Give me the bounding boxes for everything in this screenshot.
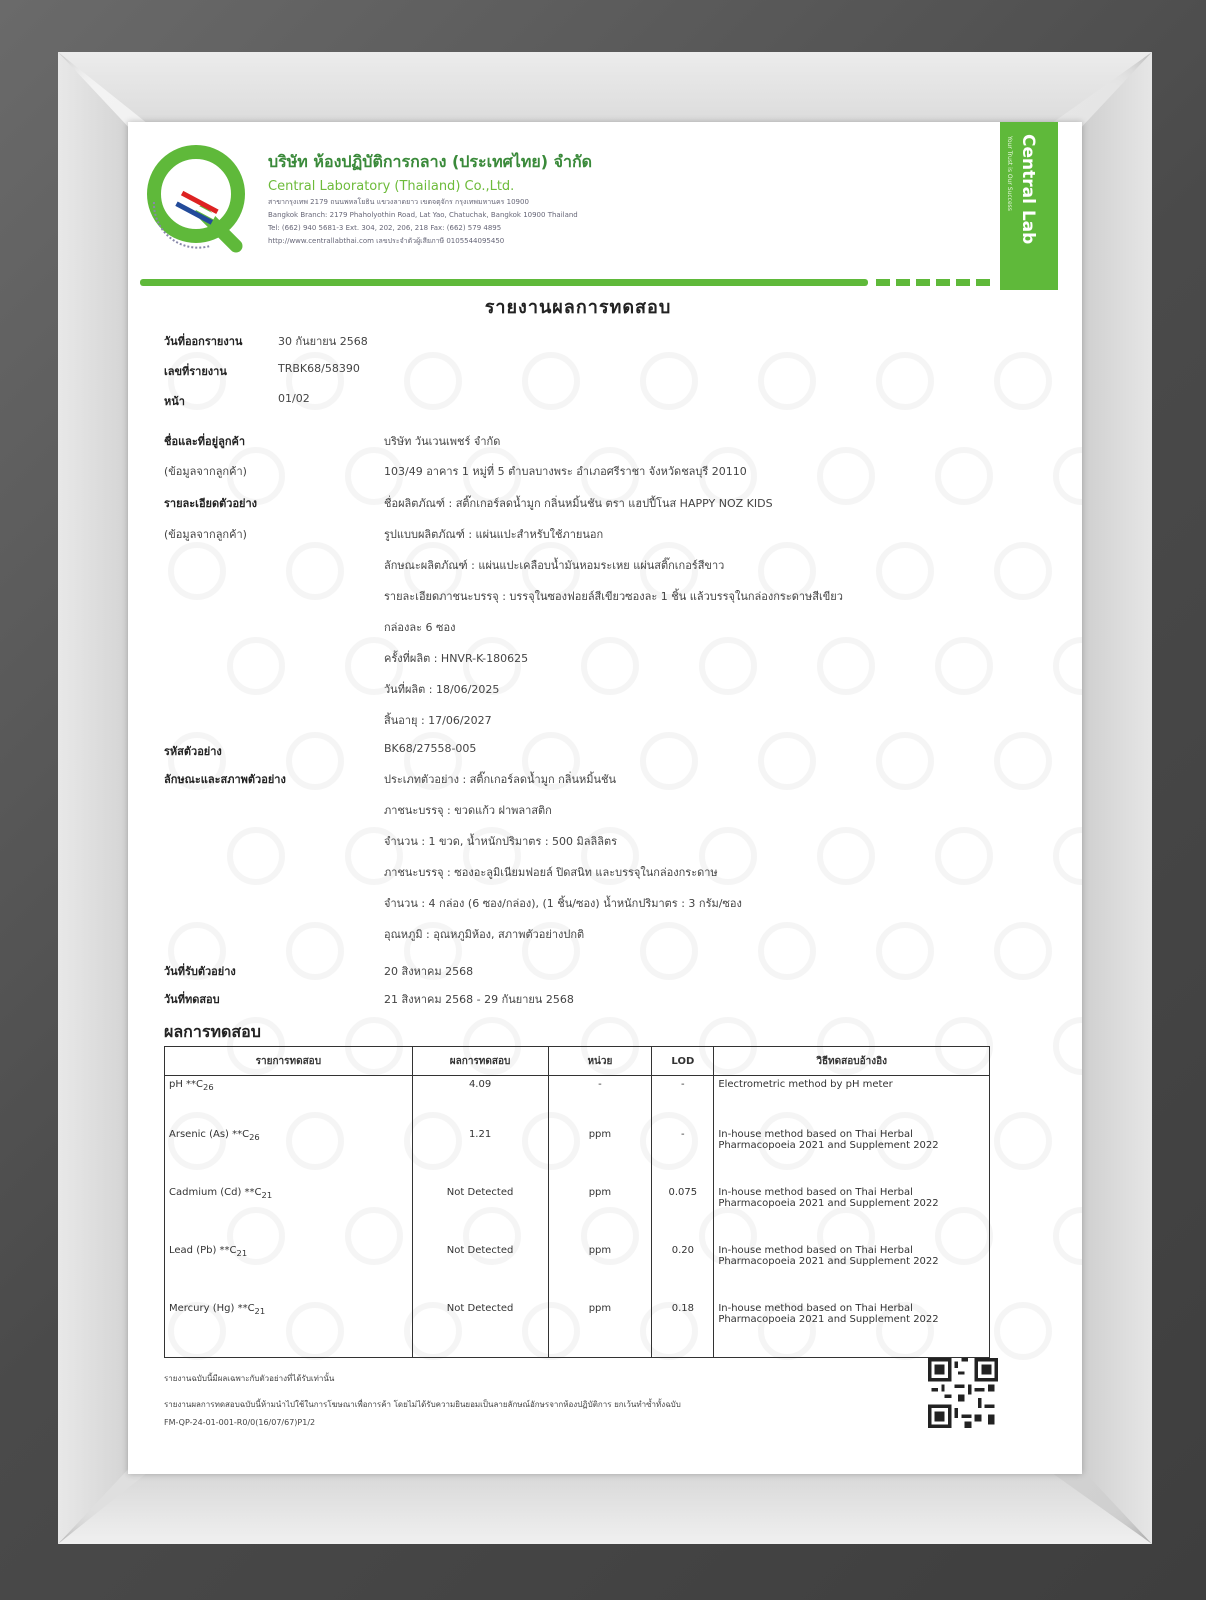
company-name-thai: บริษัท ห้องปฏิบัติการกลาง (ประเทศไทย) จำกัด [268, 152, 593, 171]
sample-state-line: จำนวน : 1 ขวด, น้ำหนักปริมาตร : 500 มิลลิลิตร [384, 835, 618, 848]
customer-label-note: (ข้อมูลจากลูกค้า) [164, 465, 247, 478]
table-row [165, 1300, 990, 1358]
watermark-circle [994, 1112, 1052, 1170]
cell-method: In-house method based on Thai Herbal Pharmacopoeia 2021 and Supplement 2022 [714, 1126, 990, 1184]
page-value: 01/02 [278, 392, 310, 405]
footer-disclaimer: รายงานผลการทดสอบฉบับนี้ห้ามนำไปใช้ในการโฆษณาเพื่อการค้า โดยไม่ได้รับความยินยอมเป็นลายลักษณ์อักษรจากห้องปฏิบัติการ ยกเว้นทำซ้ำทั้งฉบับ [164, 1400, 681, 1409]
cell-result: 1.21 [412, 1126, 548, 1184]
qr-code-icon[interactable] [928, 1358, 998, 1428]
cell-method: In-house method based on Thai Herbal Pharmacopoeia 2021 and Supplement 2022 [714, 1242, 990, 1300]
column-header-unit: หน่วย [548, 1047, 652, 1076]
test-date-label: วันที่ทดสอบ [164, 993, 220, 1006]
table-row [165, 1184, 990, 1242]
test-item-subscript: 26 [203, 1082, 214, 1092]
watermark-circle [994, 732, 1052, 790]
cell-method: In-house method based on Thai Herbal Pharmacopoeia 2021 and Supplement 2022 [714, 1300, 990, 1358]
test-date-value: 21 สิงหาคม 2568 - 29 กันยายน 2568 [384, 993, 574, 1006]
company-address-line: สาขากรุงเทพ 2179 ถนนพหลโยธิน แขวงลาดยาว เขตจตุจักร กรุงเทพมหานคร 10900 [268, 198, 529, 206]
watermark-circle [994, 922, 1052, 980]
watermark-circle [1053, 447, 1082, 505]
test-item-name: Cadmium (Cd) **C [169, 1186, 262, 1198]
sample-code-label: รหัสตัวอย่าง [164, 745, 222, 758]
watermark-circle [758, 922, 816, 980]
watermark-circle [286, 732, 344, 790]
sample-state-line: ภาชนะบรรจุ : ขวดแก้ว ฝาพลาสติก [384, 804, 552, 817]
company-website-line: http://www.centrallabthai.com เลขประจำตัวผู้เสียภาษี 0105544095450 [268, 237, 505, 245]
sample-detail-line: รูปแบบผลิตภัณฑ์ : แผ่นแปะสำหรับใช้ภายนอก [384, 528, 604, 541]
test-item-subscript: 21 [261, 1189, 273, 1200]
test-item-name: Lead (Pb) **C [169, 1244, 237, 1256]
cell-test-item [165, 1126, 413, 1184]
table-row [165, 1076, 990, 1126]
watermark-circle [994, 1302, 1052, 1360]
footer-note: รายงานฉบับนี้มีผลเฉพาะกับตัวอย่างที่ได้รับเท่านั้น [164, 1374, 335, 1383]
column-header-result: ผลการทดสอบ [412, 1047, 548, 1076]
watermark-circle [640, 922, 698, 980]
cell-unit: - [548, 1076, 652, 1126]
company-name-english: Central Laboratory (Thailand) Co.,Ltd. [268, 179, 515, 194]
company-address-line: Bangkok Branch: 2179 Phaholyothin Road, Lat Yao, Chatuchak, Bangkok 10900 Thailand [268, 211, 578, 219]
received-date-label: วันที่รับตัวอย่าง [164, 965, 236, 978]
cell-result: Not Detected [412, 1300, 548, 1358]
cell-result: Not Detected [412, 1184, 548, 1242]
watermark-circle [522, 352, 580, 410]
cell-test-item [165, 1184, 413, 1242]
received-date-value: 20 สิงหาคม 2568 [384, 965, 474, 978]
cell-unit: ppm [548, 1242, 652, 1300]
test-item-name: pH **C [169, 1079, 204, 1090]
cell-test-item [165, 1300, 413, 1358]
watermark-circle [817, 447, 875, 505]
customer-name: บริษัท วันเวนเพชร์ จำกัด [384, 435, 501, 448]
watermark-circle [758, 732, 816, 790]
column-header-lod: LOD [652, 1047, 714, 1076]
form-code: FM-QP-24-01-001-R0/0(16/07/67)P1/2 [164, 1418, 316, 1427]
results-table [164, 1046, 990, 1358]
watermark-circle [876, 732, 934, 790]
watermark-circle [935, 447, 993, 505]
watermark-circle [994, 542, 1052, 600]
cell-test-item [165, 1076, 413, 1126]
report-number-label: เลขที่รายงาน [164, 365, 227, 378]
cell-lod: 0.075 [652, 1184, 714, 1242]
watermark-circle [935, 827, 993, 885]
frame-bevel-left [58, 52, 128, 1544]
header-divider-dash [896, 279, 910, 286]
cell-result: 4.09 [412, 1076, 548, 1126]
watermark-circle [876, 922, 934, 980]
central-lab-logo-icon [140, 142, 252, 254]
watermark-circle [1053, 637, 1082, 695]
page-label: หน้า [164, 395, 185, 408]
table-row [165, 1242, 990, 1300]
header-divider [140, 279, 868, 286]
company-contact-line: Tel: (662) 940 5681-3 Ext. 304, 202, 206, 218 Fax: (662) 579 4895 [268, 224, 502, 232]
watermark-circle [286, 542, 344, 600]
central-lab-side-tab [1000, 122, 1058, 290]
watermark-circle [876, 542, 934, 600]
cell-test-item [165, 1242, 413, 1300]
column-header-test-item: รายการทดสอบ [165, 1047, 413, 1076]
issue-date-label: วันที่ออกรายงาน [164, 335, 243, 348]
sample-state-line: จำนวน : 4 กล่อง (6 ซอง/กล่อง), (1 ชิ้น/ซอง) น้ำหนักปริมาตร : 3 กรัม/ซอง [384, 897, 742, 910]
sample-detail-note: (ข้อมูลจากลูกค้า) [164, 528, 247, 541]
cell-unit: ppm [548, 1184, 652, 1242]
sample-detail-line: ลักษณะผลิตภัณฑ์ : แผ่นแปะเคลือบน้ำมันหอมระเหย แผ่นสติ๊กเกอร์สีขาว [384, 559, 725, 572]
sample-code-value: BK68/27558-005 [384, 742, 477, 755]
results-table-header-row [165, 1047, 990, 1076]
sample-state-line: ภาชนะบรรจุ : ซองอะลูมิเนียมฟอยล์ ปิดสนิท และบรรจุในกล่องกระดาษ [384, 866, 718, 879]
cell-lod: - [652, 1126, 714, 1184]
watermark-circle [817, 827, 875, 885]
watermark-circle [699, 637, 757, 695]
watermark-circle [758, 352, 816, 410]
header-divider-dash [916, 279, 930, 286]
sample-detail-line: ครั้งที่ผลิต : HNVR-K-180625 [384, 652, 529, 665]
cell-lod: - [652, 1076, 714, 1126]
cell-unit: ppm [548, 1300, 652, 1358]
company-header [268, 150, 888, 246]
sample-detail-line: ชื่อผลิตภัณฑ์ : สติ๊กเกอร์ลดน้ำมูก กลิ่นหมิ้นชัน ตรา แฮปปี้โนส HAPPY NOZ KIDS [384, 497, 773, 510]
issue-date-value: 30 กันยายน 2568 [278, 335, 368, 348]
header-divider-dash [876, 279, 890, 286]
cell-result: Not Detected [412, 1242, 548, 1300]
frame-bevel-bottom [58, 1474, 1152, 1544]
watermark-circle [227, 827, 285, 885]
customer-label: ชื่อและที่อยู่ลูกค้า [164, 435, 246, 448]
watermark-circle [286, 922, 344, 980]
watermark-circle [640, 732, 698, 790]
watermark-circle [1053, 1207, 1082, 1265]
test-item-subscript: 21 [254, 1305, 266, 1316]
sample-state-label: ลักษณะและสภาพตัวอย่าง [164, 773, 286, 786]
table-row [165, 1126, 990, 1184]
cell-lod: 0.18 [652, 1300, 714, 1358]
frame-bevel-right [1082, 52, 1152, 1544]
watermark-circle [935, 637, 993, 695]
sample-detail-line: สิ้นอายุ : 17/06/2027 [384, 714, 492, 727]
test-item-name: Mercury (Hg) **C [169, 1302, 255, 1314]
header-divider-dash [956, 279, 970, 286]
watermark-circle [876, 352, 934, 410]
sample-state-line: อุณหภูมิ : อุณหภูมิห้อง, สภาพตัวอย่างปกติ [384, 928, 585, 941]
watermark-circle [227, 637, 285, 695]
test-item-name: Arsenic (As) **C [169, 1128, 250, 1140]
test-item-subscript: 26 [249, 1131, 260, 1142]
sample-detail-line: วันที่ผลิต : 18/06/2025 [384, 683, 500, 696]
cell-unit: ppm [548, 1126, 652, 1184]
frame-bevel-top [58, 52, 1152, 122]
report-number-value: TRBK68/58390 [278, 362, 360, 375]
customer-address: 103/49 อาคาร 1 หมู่ที่ 5 ตำบลบางพระ อำเภอศรีราชา จังหวัดชลบุรี 20110 [384, 465, 747, 478]
watermark-circle [168, 542, 226, 600]
sample-detail-line: รายละเอียดภาชนะบรรจุ : บรรจุในซองฟอยล์สีเขียวซองละ 1 ชิ้น แล้วบรรจุในกล่องกระดาษสีเขียว [384, 590, 843, 603]
cell-lod: 0.20 [652, 1242, 714, 1300]
watermark-circle [1053, 827, 1082, 885]
sample-detail-label: รายละเอียดตัวอย่าง [164, 497, 258, 510]
header-divider-dash [936, 279, 950, 286]
sample-state-line: ประเภทตัวอย่าง : สติ๊กเกอร์ลดน้ำมูก กลิ่นหมิ้นชัน [384, 773, 617, 786]
watermark-circle [581, 637, 639, 695]
watermark-circle [640, 352, 698, 410]
sample-detail-line: กล่องละ 6 ซอง [384, 621, 456, 634]
side-tab-title: Central Lab [1018, 134, 1038, 245]
watermark-circle [817, 637, 875, 695]
report-title: รายงานผลการทดสอบ [484, 297, 672, 318]
watermark-circle [994, 352, 1052, 410]
test-item-subscript: 21 [236, 1247, 248, 1258]
results-section-title: ผลการทดสอบ [164, 1022, 261, 1041]
cell-method: Electrometric method by pH meter [714, 1076, 990, 1126]
cell-method: In-house method based on Thai Herbal Pharmacopoeia 2021 and Supplement 2022 [714, 1184, 990, 1242]
watermark-circle [404, 352, 462, 410]
report-paper [128, 122, 1082, 1474]
watermark-circle [1053, 1017, 1082, 1075]
header-divider-dash [976, 279, 990, 286]
side-tab-slogan: Your Trust is Our Success [1006, 136, 1013, 211]
column-header-method: วิธีทดสอบอ้างอิง [714, 1047, 990, 1076]
